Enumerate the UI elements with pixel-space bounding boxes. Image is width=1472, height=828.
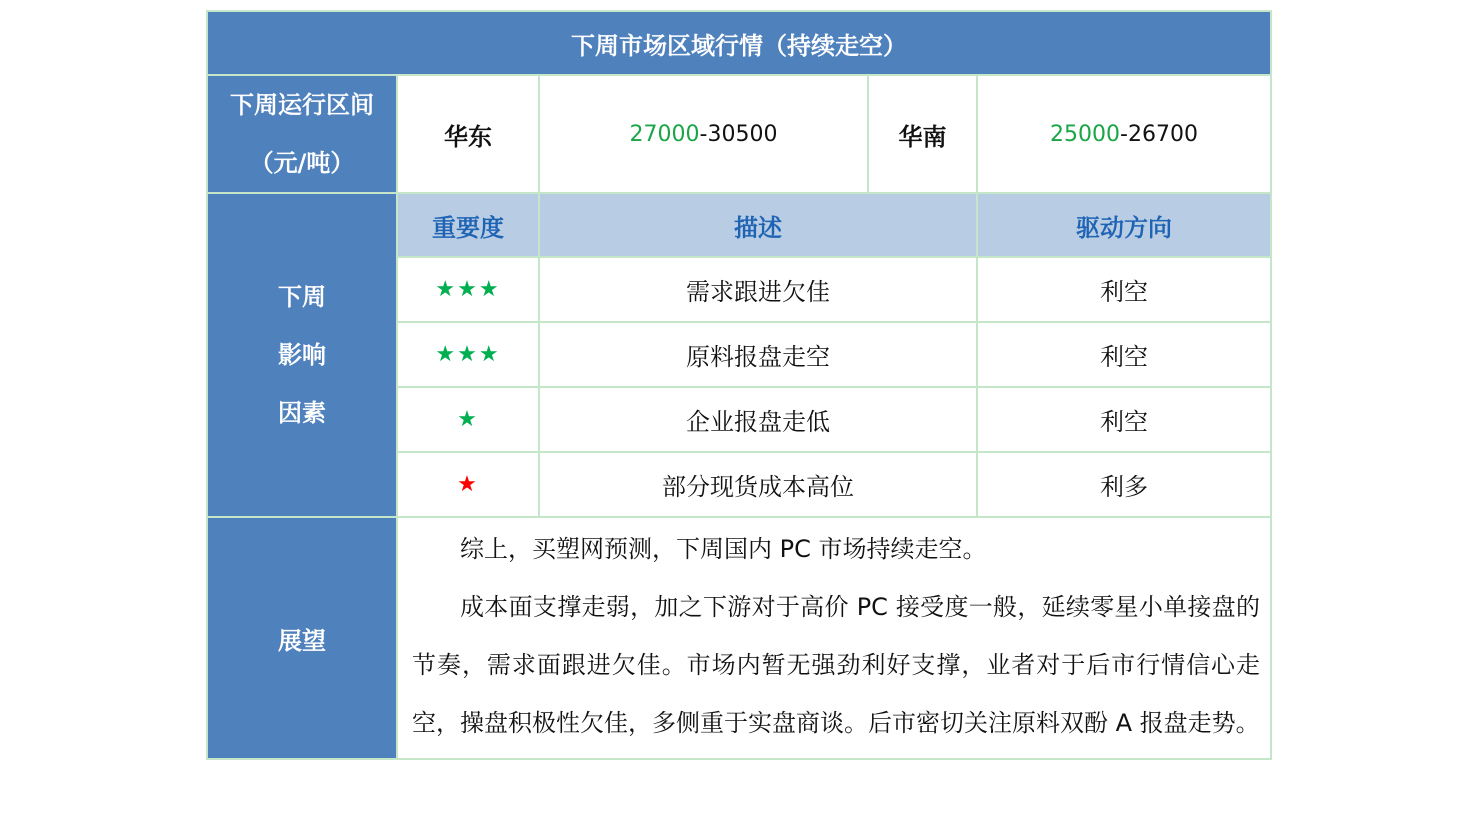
range-south-low: 25000 <box>1050 121 1121 147</box>
factors-label-line: 影响 <box>278 341 326 369</box>
factor-description: 需求跟进欠佳 <box>539 257 977 322</box>
range-label-line1: 下周运行区间 <box>230 91 374 119</box>
header-direction: 驱动方向 <box>977 193 1271 257</box>
range-east-low: 27000 <box>629 121 700 147</box>
range-east-high: -30500 <box>699 121 778 147</box>
factor-direction: 利空 <box>977 387 1271 452</box>
factors-label-line: 下周 <box>278 283 326 311</box>
range-label-line2: （元/吨） <box>249 149 355 177</box>
factor-description: 原料报盘走空 <box>539 322 977 387</box>
factors-label <box>207 193 397 517</box>
factor-direction: 利空 <box>977 257 1271 322</box>
header-importance: 重要度 <box>397 193 539 257</box>
factor-direction: 利空 <box>977 322 1271 387</box>
factor-description: 企业报盘走低 <box>539 387 977 452</box>
outlook-text <box>397 517 1271 759</box>
range-label <box>207 75 397 193</box>
factors-label-line: 因素 <box>278 399 326 427</box>
factor-description: 部分现货成本高位 <box>539 452 977 517</box>
range-south-high: -26700 <box>1120 121 1198 147</box>
range-east <box>539 75 868 193</box>
range-south <box>977 75 1271 193</box>
header-description: 描述 <box>539 193 977 257</box>
importance-stars: ★ <box>397 387 539 452</box>
table-title: 下周市场区域行情（持续走空） <box>207 11 1271 75</box>
importance-stars: ★ <box>397 452 539 517</box>
importance-stars: ★★★ <box>397 257 539 322</box>
outlook-label: 展望 <box>207 517 397 759</box>
outlook-paragraph: 成本面支撑走弱，加之下游对于高价 PC 接受度一般，延续零星小单接盘的节奏，需求面跟进欠佳。市场内暂无强劲利好支撑，业者对于后市行情信心走空，操盘积极性欠佳，多侧重于实盘商谈。后市密切关注原料双酚 A 报盘走势。 <box>412 593 1261 737</box>
market-outlook-table <box>206 10 1272 760</box>
region-south: 华南 <box>868 75 977 193</box>
region-east: 华东 <box>397 75 539 193</box>
factor-direction: 利多 <box>977 452 1271 517</box>
outlook-paragraph: 综上，买塑网预测，下周国内 PC 市场持续走空。 <box>460 535 987 563</box>
importance-stars: ★★★ <box>397 322 539 387</box>
